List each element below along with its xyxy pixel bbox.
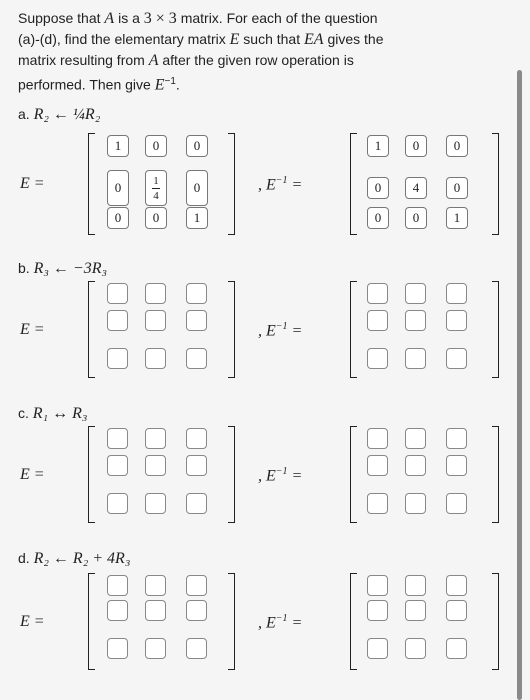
- matrix-E-input[interactable]: [145, 493, 166, 514]
- matrix-E-input[interactable]: [145, 428, 166, 449]
- math-E-inverse: E: [154, 76, 165, 94]
- right-bracket: [492, 426, 499, 523]
- matrix-E-input[interactable]: [186, 575, 207, 596]
- matrix-E-input[interactable]: [145, 575, 166, 596]
- matrix-Einv-input[interactable]: [367, 283, 388, 304]
- matrix-E-input[interactable]: [186, 348, 207, 369]
- part-a-label: [18, 106, 100, 124]
- matrix-Einv-input[interactable]: [367, 455, 388, 476]
- right-bracket: [228, 426, 235, 523]
- row-operation: R₂ ← R₂ + 4R₃: [33, 550, 131, 567]
- matrix-Einv-input[interactable]: [367, 310, 388, 331]
- E-inverse-label: , $E^{-1}$ =: [258, 175, 303, 194]
- matrix-Einv-input[interactable]: [405, 455, 426, 476]
- part-c-label: [18, 405, 87, 423]
- matrix-Einv-cell[interactable]: 4: [405, 177, 427, 199]
- matrix-E-input[interactable]: [145, 455, 166, 476]
- math-dims: 3 × 3: [143, 10, 177, 27]
- matrix-Einv-input[interactable]: [405, 348, 426, 369]
- intro-text: such that: [243, 31, 301, 47]
- left-bracket: [88, 573, 95, 670]
- matrix-E-cell[interactable]: $\frac{1}{4}$: [145, 170, 167, 206]
- left-bracket: [350, 426, 357, 523]
- intro-text: matrix. For each of the question (a)-(d), find the elementary matrix: [18, 10, 378, 47]
- E-label: E =: [20, 320, 45, 338]
- right-bracket: [228, 281, 235, 378]
- matrix-E-input[interactable]: [107, 348, 128, 369]
- E-inverse-label: , $E^{-1}$ =: [258, 612, 303, 631]
- left-bracket: [350, 573, 357, 670]
- part-letter: c.: [18, 405, 33, 421]
- matrix-E-input[interactable]: [145, 310, 166, 331]
- matrix-Einv-input[interactable]: [405, 428, 426, 449]
- matrix-Einv-input[interactable]: [405, 638, 426, 659]
- matrix-E-input[interactable]: [186, 310, 207, 331]
- matrix-E-input[interactable]: [145, 638, 166, 659]
- matrix-Einv-input[interactable]: [405, 600, 426, 621]
- matrix-Einv-input[interactable]: [405, 575, 426, 596]
- intro-text: after the given row operation is performed. Then give: [18, 52, 354, 93]
- matrix-E-cell[interactable]: 0: [145, 207, 167, 229]
- matrix-Einv-input[interactable]: [367, 348, 388, 369]
- matrix-E-cell[interactable]: 0: [107, 207, 129, 229]
- matrix-E-cell[interactable]: 0: [186, 170, 208, 206]
- matrix-E-input[interactable]: [145, 348, 166, 369]
- E-label: E =: [20, 465, 45, 483]
- right-bracket: [492, 281, 499, 378]
- matrix-Einv-cell[interactable]: 1: [446, 207, 468, 229]
- intro-text: gives the matrix resulting from: [18, 31, 384, 68]
- matrix-E-cell[interactable]: 0: [107, 170, 129, 206]
- matrix-E-cell[interactable]: 1: [107, 135, 129, 157]
- matrix-Einv-cell[interactable]: 0: [367, 207, 389, 229]
- matrix-E-input[interactable]: [145, 283, 166, 304]
- matrix-Einv-input[interactable]: [446, 310, 467, 331]
- row-operation: R₂ ← ¼R₂: [33, 106, 101, 123]
- part-letter: b.: [18, 260, 34, 276]
- left-bracket: [88, 133, 95, 235]
- matrix-Einv-input[interactable]: [367, 428, 388, 449]
- right-bracket: [492, 573, 499, 670]
- matrix-E-input[interactable]: [186, 638, 207, 659]
- part-d-label: [18, 550, 130, 568]
- left-bracket: [350, 133, 357, 235]
- left-bracket: [350, 281, 357, 378]
- matrix-E-cell[interactable]: 0: [186, 135, 208, 157]
- matrix-Einv-input[interactable]: [405, 493, 426, 514]
- matrix-E-input[interactable]: [107, 575, 128, 596]
- matrix-Einv-input[interactable]: [446, 455, 467, 476]
- matrix-Einv-input[interactable]: [367, 638, 388, 659]
- matrix-Einv-input[interactable]: [446, 283, 467, 304]
- matrix-E-cell[interactable]: 1: [186, 207, 208, 229]
- matrix-Einv-input[interactable]: [405, 283, 426, 304]
- math-EA: EA: [304, 31, 324, 48]
- E-inverse-label: , $E^{-1}$ =: [258, 320, 303, 339]
- E-label: E =: [20, 175, 45, 192]
- matrix-Einv-input[interactable]: [446, 638, 467, 659]
- matrix-E-input[interactable]: [107, 455, 128, 476]
- matrix-E-input[interactable]: [186, 428, 207, 449]
- scrollbar[interactable]: [517, 70, 522, 700]
- matrix-E-input[interactable]: [186, 493, 207, 514]
- left-bracket: [88, 281, 95, 378]
- right-bracket: [228, 573, 235, 670]
- matrix-Einv-input[interactable]: [446, 575, 467, 596]
- row-operation: R₁ ↔ R₃: [32, 405, 88, 422]
- matrix-E-input[interactable]: [186, 455, 207, 476]
- matrix-Einv-input[interactable]: [446, 493, 467, 514]
- matrix-E-input[interactable]: [107, 638, 128, 659]
- left-bracket: [88, 426, 95, 523]
- matrix-Einv-cell[interactable]: 1: [367, 135, 389, 157]
- matrix-E-input[interactable]: [107, 493, 128, 514]
- row-operation: R₃ ← −3R₃: [33, 260, 108, 277]
- matrix-Einv-cell[interactable]: 0: [405, 135, 427, 157]
- matrix-E-input[interactable]: [186, 600, 207, 621]
- matrix-E-input[interactable]: [107, 310, 128, 331]
- matrix-Einv-cell[interactable]: 0: [446, 135, 468, 157]
- part-letter: d.: [18, 550, 34, 566]
- part-letter: a.: [18, 106, 34, 122]
- intro-text: .: [175, 76, 180, 93]
- right-bracket: [228, 133, 235, 235]
- part-b-label: [18, 260, 107, 278]
- math-A: A: [104, 10, 115, 27]
- matrix-E-input[interactable]: [145, 600, 166, 621]
- matrix-Einv-input[interactable]: [446, 600, 467, 621]
- matrix-Einv-cell[interactable]: 0: [367, 177, 389, 199]
- problem-statement: [0, 0, 412, 104]
- matrix-Einv-input[interactable]: [367, 600, 388, 621]
- matrix-Einv-input[interactable]: [446, 348, 467, 369]
- matrix-Einv-input[interactable]: [367, 575, 388, 596]
- intro-text: is a: [118, 10, 140, 26]
- matrix-E-input[interactable]: [107, 428, 128, 449]
- right-bracket: [492, 133, 499, 235]
- matrix-Einv-cell[interactable]: 0: [405, 207, 427, 229]
- matrix-E-input[interactable]: [107, 600, 128, 621]
- matrix-E-input[interactable]: [107, 283, 128, 304]
- matrix-Einv-cell[interactable]: 0: [446, 177, 468, 199]
- math-A: A: [148, 52, 159, 69]
- E-inverse-label: , $E^{-1}$ =: [258, 465, 303, 484]
- superscript: −1: [164, 76, 176, 87]
- E-label: E =: [20, 612, 45, 630]
- matrix-Einv-input[interactable]: [446, 428, 467, 449]
- matrix-Einv-input[interactable]: [367, 493, 388, 514]
- matrix-E-cell[interactable]: 0: [145, 135, 167, 157]
- matrix-E-input[interactable]: [186, 283, 207, 304]
- matrix-Einv-input[interactable]: [405, 310, 426, 331]
- intro-text: Suppose that: [18, 10, 101, 26]
- math-E: E: [229, 31, 240, 48]
